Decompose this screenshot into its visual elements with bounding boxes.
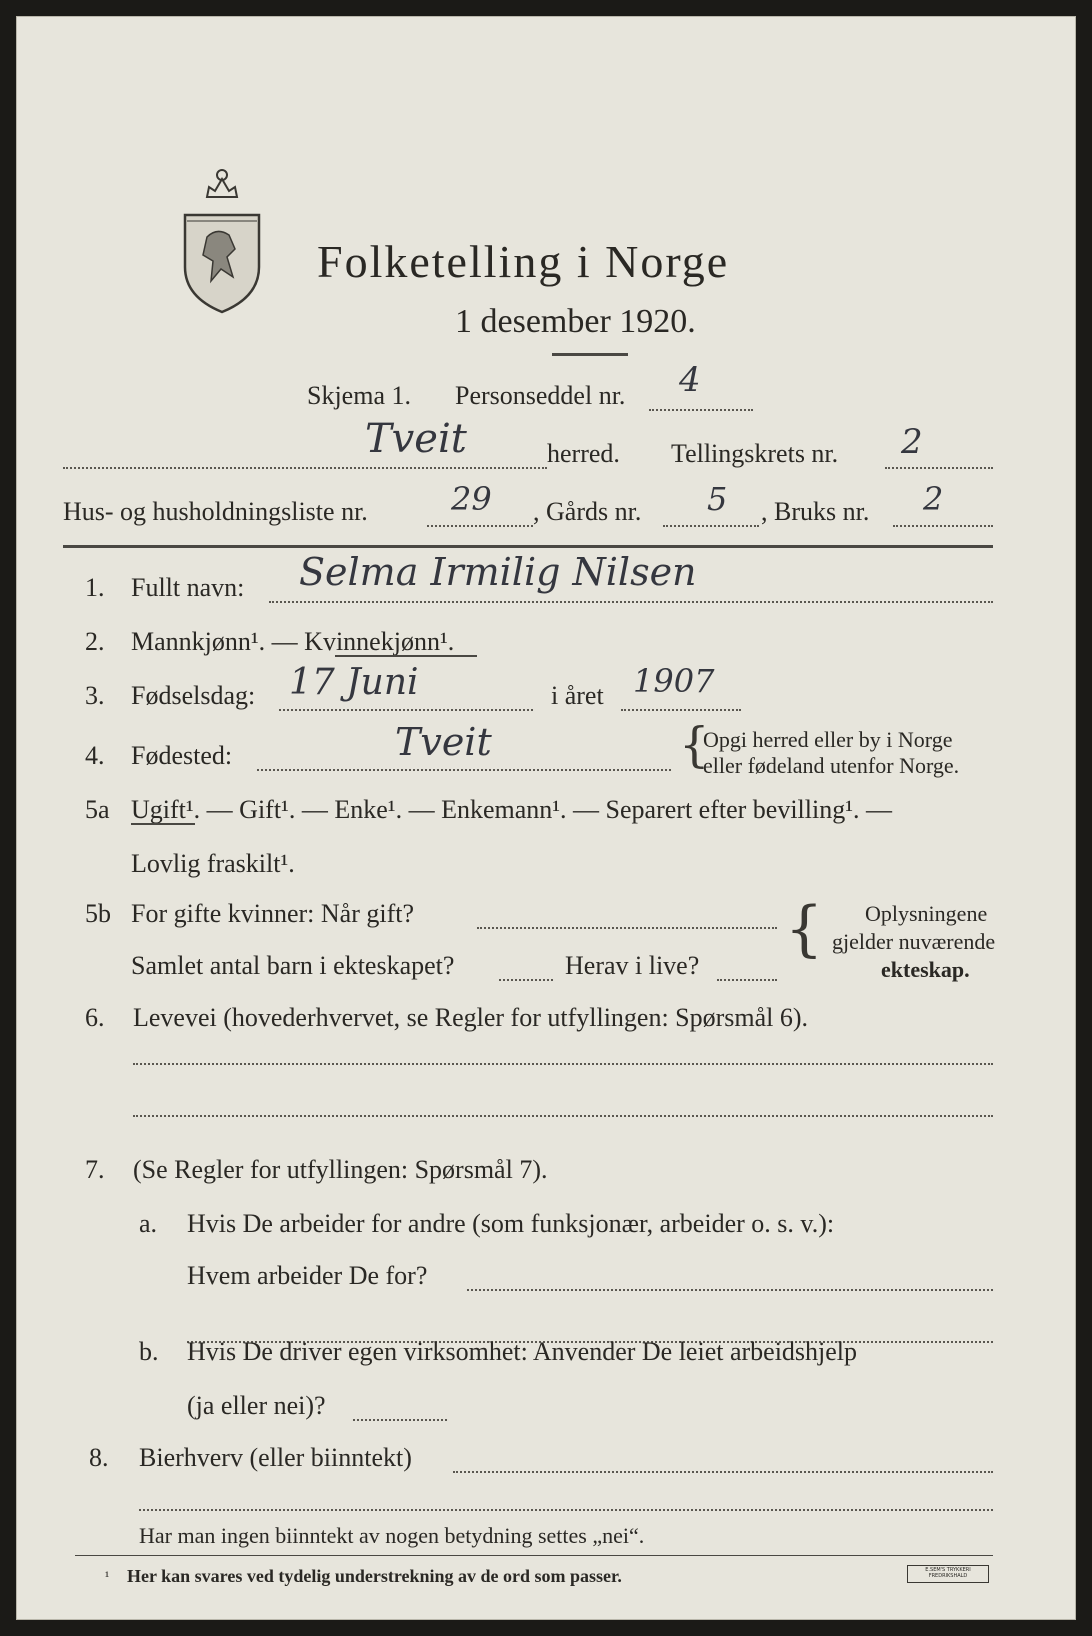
q3-day-line [279, 709, 533, 711]
q7b-line2: (ja eller nei)? [187, 1391, 326, 1420]
q7a-line1: Hvis De arbeider for andre (som funksjonær, arbeider o. s. v.): [187, 1209, 835, 1238]
q7b-answer-line [353, 1419, 447, 1421]
q2-underline-kvinnekjonn [335, 655, 477, 657]
footnote-mark: ¹ [105, 1570, 110, 1585]
q8-line1 [453, 1471, 993, 1473]
q4-value: Tveit [395, 720, 492, 764]
q5b-line2b: Herav i live? [565, 951, 700, 980]
q5b-children-line [499, 979, 553, 981]
q8-label: Bierhverv (eller biinntekt) [139, 1443, 412, 1472]
q6-label: Levevei (hovederhvervet, se Regler for utfyllingen: Spørsmål 6). [133, 1003, 809, 1032]
tellingskrets-line [885, 467, 993, 469]
q1-line [269, 601, 993, 603]
q1-value: Selma Irmilig Nilsen [299, 550, 697, 594]
gards-line [663, 525, 759, 527]
hus-label: Hus- og husholdningsliste nr. [63, 497, 368, 526]
q3-year-label: i året [551, 681, 604, 710]
herred-label: herred. [547, 439, 620, 468]
footer-note: Har man ingen biinntekt av nogen betydning settes „nei“. [139, 1523, 645, 1548]
bruks-value: 2 [923, 480, 944, 518]
q6-number: 6. [85, 1003, 105, 1032]
q5b-note1: Oplysningene [865, 901, 988, 926]
q3-year-value: 1907 [633, 662, 715, 700]
q5a-underline-ugift [131, 823, 195, 825]
q6-line2 [133, 1115, 993, 1117]
q6-line1 [133, 1063, 993, 1065]
tellingskrets-label: Tellingskrets nr. [671, 439, 839, 468]
herred-line [63, 467, 547, 469]
q5b-line1: For gifte kvinner: Når gift? [131, 899, 415, 928]
q7a-employer-line [467, 1289, 993, 1291]
personseddel-value: 4 [679, 360, 701, 400]
bruks-line [893, 525, 993, 527]
q4-note-line2: eller fødeland utenfor Norge. [703, 753, 960, 778]
footer-rule [75, 1555, 993, 1556]
q4-number: 4. [85, 741, 105, 770]
header-divider [63, 545, 993, 548]
tellingskrets-value: 2 [901, 422, 923, 462]
q4-line [257, 769, 671, 771]
gards-label: , Gårds nr. [533, 497, 642, 526]
personseddel-label: Personseddel nr. [455, 381, 626, 410]
printer-stamp [907, 1565, 989, 1583]
coat-of-arms-icon [177, 157, 267, 317]
q7-number: 7. [85, 1155, 105, 1184]
printer-stamp-text: E.SEM'S TRYKKERI FREDRIKSHALD [925, 1567, 971, 1579]
q2-label: Mannkjønn¹. — Kvinnekjønn¹. [131, 627, 455, 656]
q3-label: Fødselsdag: [131, 681, 256, 710]
gards-value: 5 [707, 480, 728, 518]
q5b-married-line [477, 927, 777, 929]
q5b-line2a: Samlet antal barn i ekteskapet? [131, 951, 455, 980]
q5b-note-brace: { [785, 894, 824, 964]
bruks-label: , Bruks nr. [761, 497, 870, 526]
q7a-number: a. [139, 1209, 158, 1238]
q7-label: (Se Regler for utfyllingen: Spørsmål 7). [133, 1155, 548, 1184]
q5a-line1: Ugift¹. — Gift¹. — Enke¹. — Enkemann¹. — Separert efter bevilling¹. — [131, 795, 893, 824]
q7b-line1: Hvis De driver egen virksomhet: Anvender De leiet arbeidshjelp [187, 1337, 858, 1366]
form-title: Folketelling i Norge [317, 236, 730, 287]
hus-value: 29 [451, 480, 492, 518]
q3-day-value: 17 Juni [289, 662, 419, 703]
q5a-line2: Lovlig fraskilt¹. [131, 849, 295, 878]
q3-number: 3. [85, 681, 105, 710]
footnote-text: Her kan svares ved tydelig understrekning av de ord som passer. [127, 1566, 622, 1586]
q4-note-brace: { [679, 717, 710, 773]
schema-label: Skjema 1. [307, 381, 411, 410]
personseddel-line [649, 409, 753, 411]
q7a-line2: Hvem arbeider De for? [187, 1261, 428, 1290]
q1-label: Fullt navn: [131, 573, 245, 602]
q7b-number: b. [139, 1337, 159, 1366]
q4-label: Fødested: [131, 741, 233, 770]
q5a-number: 5a [85, 795, 110, 824]
herred-value: Tveit [365, 416, 467, 462]
q5b-alive-line [717, 979, 777, 981]
q1-number: 1. [85, 573, 105, 602]
q4-note-line1: Opgi herred eller by i Norge [703, 727, 953, 752]
q5b-note3: ekteskap. [881, 957, 970, 982]
q3-year-line [621, 709, 741, 711]
q8-number: 8. [89, 1443, 109, 1472]
q8-line2 [139, 1509, 993, 1511]
q5b-number: 5b [85, 899, 111, 928]
census-form-sheet [16, 16, 1076, 1620]
hus-line [427, 525, 533, 527]
census-date: 1 desember 1920. [455, 303, 696, 340]
title-rule [552, 353, 628, 356]
q2-number: 2. [85, 627, 105, 656]
q5b-note2: gjelder nuværende [832, 929, 996, 954]
